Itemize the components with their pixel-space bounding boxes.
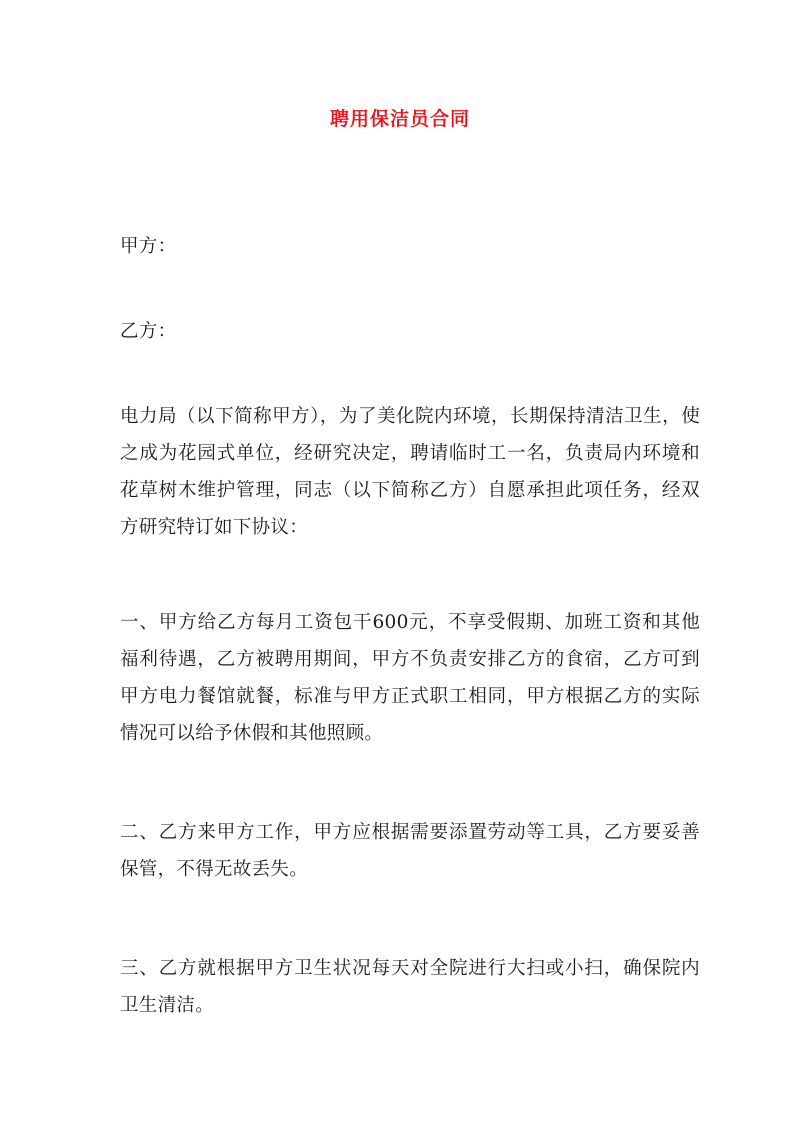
contract-title: 聘用保洁员合同 <box>329 108 470 130</box>
clause-1: 一、甲方给乙方每月工资包干600元，不享受假期、加班工资和其他福利待遇，乙方被聘用期间，甲方不负责安排乙方的食宿，乙方可到甲方电力餐馆就餐，标准与甲方正式职工相同，甲方根据乙方的实际情况可以给予休假和其他照顾。 <box>120 612 700 744</box>
clause-3: 三、乙方就根据甲方卫生状况每天对全院进行大扫或小扫，确保院内卫生清洁。 <box>120 958 700 1016</box>
clause-2: 二、乙方来甲方工作，甲方应根据需要添置劳动等工具，乙方要妥善保管，不得无故丢失。 <box>120 822 700 880</box>
party-a-label: 甲方： <box>120 236 177 257</box>
intro-paragraph: 电力局（以下简称甲方），为了美化院内环境，长期保持清洁卫生，使之成为花园式单位，经研究决定，聘请临时工一名，负责局内环境和花草树木维护管理，同志（以下简称乙方）自愿承担此项任务，经双方研究特订如下协议： <box>120 406 700 538</box>
party-b-label: 乙方： <box>120 321 177 342</box>
